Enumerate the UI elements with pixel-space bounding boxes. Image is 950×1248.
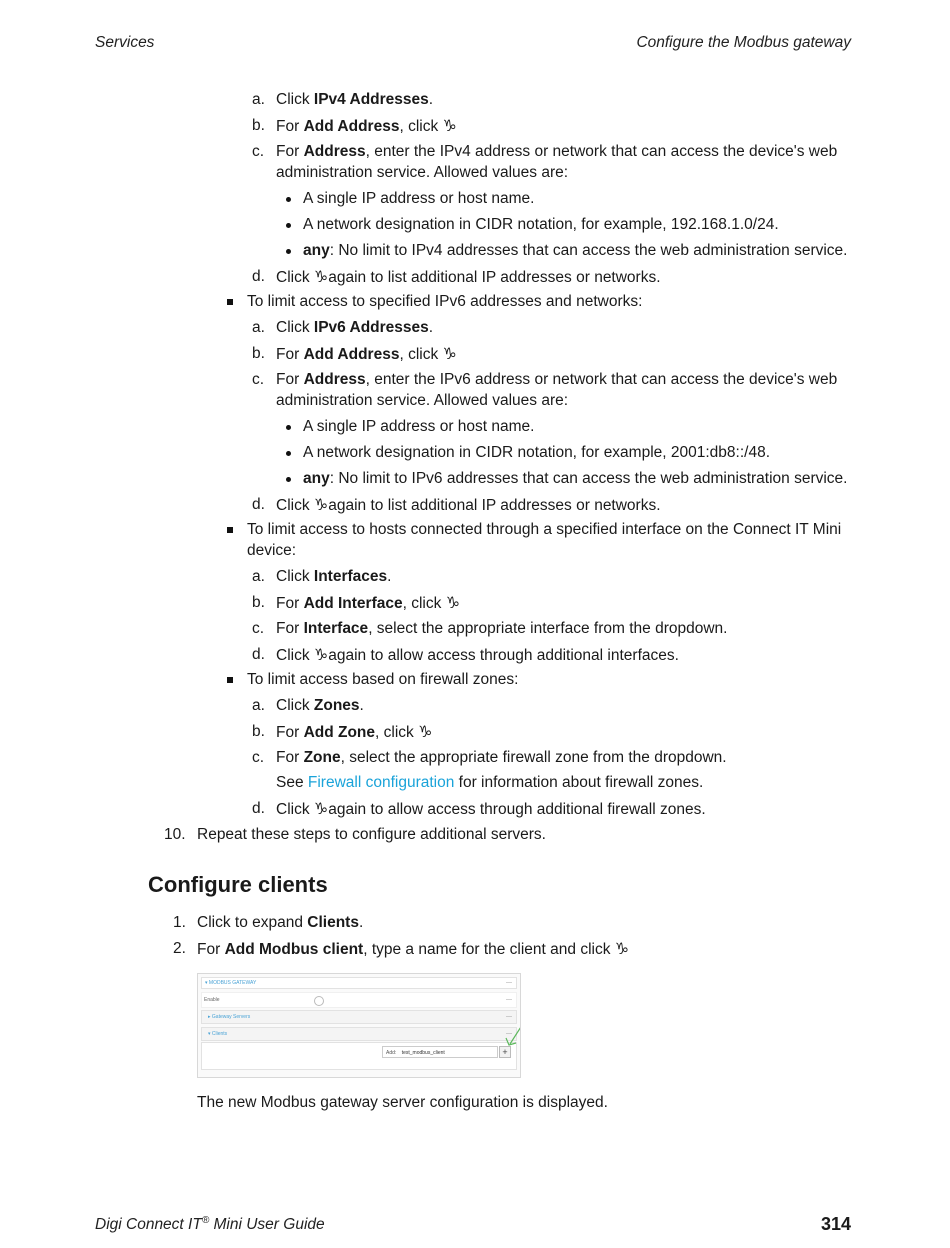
plus-icon: + — [499, 1046, 511, 1058]
bullet-item: any: No limit to IPv6 addresses that can access the web administration service. — [303, 470, 848, 487]
list-marker: b. — [252, 117, 265, 134]
bullet-item: A network designation in CIDR notation, for example, 2001:db8::/48. — [303, 444, 771, 461]
list-item: To limit access to specified IPv6 addresses and networks: — [247, 293, 643, 310]
bullet-icon — [286, 197, 291, 202]
list-marker: b. — [252, 723, 265, 740]
add-client-input: Add: test_modbus_client — [382, 1046, 498, 1058]
step-number: 2. — [173, 940, 186, 957]
list-marker: c. — [252, 371, 265, 388]
ui-term: Zones — [313, 697, 360, 714]
ui-term: Add Modbus client — [224, 941, 364, 958]
section-heading: Configure clients — [148, 872, 328, 897]
list-item: For Interface, select the appropriate interface from the dropdown. — [276, 620, 728, 637]
running-header-topic: Configure the Modbus gateway — [636, 34, 851, 51]
list-marker: d. — [252, 268, 265, 285]
list-item-continuation: device: — [247, 542, 297, 559]
list-item: Click ♑again to list additional IP addresses or networks. — [276, 267, 661, 286]
ui-term: Zone — [303, 749, 341, 766]
list-item: For Add Interface, click ♑ — [276, 593, 461, 612]
list-item: For Add Address, click ♑ — [276, 116, 457, 135]
result-text: The new Modbus gateway server configuration is displayed. — [197, 1094, 608, 1111]
bullet-icon — [286, 425, 291, 430]
enable-row: Enable — — [201, 992, 517, 1008]
add-icon: ♑ — [313, 267, 329, 286]
ui-term: Interfaces — [313, 568, 388, 585]
running-header-section: Services — [95, 34, 155, 51]
bullet-icon — [286, 477, 291, 482]
bullet-icon — [286, 223, 291, 228]
list-item: Click ♑again to allow access through additional firewall zones. — [276, 799, 706, 818]
step-number: 10. — [164, 826, 186, 843]
list-item: To limit access based on firewall zones: — [247, 671, 519, 688]
ui-term: Address — [303, 371, 366, 388]
see-also-note: See Firewall configuration for information about firewall zones. — [276, 774, 704, 791]
ui-term: Clients — [307, 914, 359, 931]
add-icon: ♑ — [442, 344, 457, 363]
add-icon: ♑ — [313, 495, 329, 514]
list-item: Click Interfaces. — [276, 568, 392, 585]
bullet-icon — [286, 249, 291, 254]
gateway-servers-row: ▸ Gateway Servers — — [201, 1010, 517, 1024]
list-marker: a. — [252, 319, 265, 336]
firewall-configuration-link[interactable]: Firewall configuration — [307, 774, 455, 791]
list-item: Click ♑again to list additional IP addresses or networks. — [276, 495, 661, 514]
add-icon: ♑ — [614, 939, 630, 958]
step-number: 1. — [173, 914, 186, 931]
clients-row: ▾ Clients — — [201, 1027, 517, 1041]
bullet-icon — [286, 451, 291, 456]
list-marker: c. — [252, 143, 265, 160]
list-item: For Address, enter the IPv6 address or network that can access the device's web — [276, 371, 838, 388]
square-bullet-icon — [227, 299, 233, 305]
list-item-continuation: administration service. Allowed values are: — [276, 164, 569, 181]
ui-term: Interface — [303, 620, 369, 637]
bullet-item: A single IP address or host name. — [303, 418, 535, 435]
step-text: Repeat these steps to configure additional servers. — [197, 826, 546, 843]
list-marker: c. — [252, 620, 265, 637]
list-item: To limit access to hosts connected through a specified interface on the Connect IT Mini — [247, 521, 842, 538]
modbus-gateway-panel-header: ▾ MODBUS GATEWAY — — [201, 977, 517, 989]
bullet-item: any: No limit to IPv4 addresses that can access the web administration service. — [303, 242, 848, 259]
list-item: Click Zones. — [276, 697, 364, 714]
ui-term: IPv6 Addresses — [313, 319, 429, 336]
ui-term: Address — [303, 143, 366, 160]
bullet-item: A network designation in CIDR notation, for example, 192.168.1.0/24. — [303, 216, 779, 233]
list-marker: c. — [252, 749, 265, 766]
square-bullet-icon — [227, 527, 233, 533]
list-item: Click IPv4 Addresses. — [276, 91, 434, 108]
list-marker: a. — [252, 91, 265, 108]
ui-term: Add Address — [303, 346, 400, 363]
square-bullet-icon — [227, 677, 233, 683]
arrow-icon — [198, 974, 520, 1077]
list-marker: d. — [252, 800, 265, 817]
list-marker: a. — [252, 697, 265, 714]
list-marker: b. — [252, 594, 265, 611]
modbus-clients-screenshot — [197, 973, 521, 1078]
add-icon: ♑ — [418, 722, 433, 741]
page-number: 314 — [820, 1214, 851, 1234]
list-marker: a. — [252, 568, 265, 585]
list-marker: b. — [252, 345, 265, 362]
list-item-continuation: administration service. Allowed values are: — [276, 392, 569, 409]
list-item: Click IPv6 Addresses. — [276, 319, 434, 336]
add-icon: ♑ — [445, 593, 461, 612]
bullet-item: A single IP address or host name. — [303, 190, 535, 207]
list-item: Click ♑again to allow access through additional interfaces. — [276, 645, 679, 664]
add-icon: ♑ — [313, 799, 329, 818]
list-item: For Address, enter the IPv4 address or network that can access the device's web — [276, 143, 838, 160]
ui-term: Add Zone — [303, 724, 376, 741]
list-item: For Zone, select the appropriate firewall zone from the dropdown. — [276, 749, 727, 766]
add-icon: ♑ — [442, 116, 457, 135]
step-text: For Add Modbus client, type a name for the client and click ♑ — [197, 939, 630, 958]
ui-term: Add Interface — [303, 595, 403, 612]
step-text: Click to expand Clients. — [197, 914, 364, 931]
running-footer-guide: Digi Connect IT® Mini User Guide — [95, 1215, 325, 1234]
list-item: For Add Zone, click ♑ — [276, 722, 433, 741]
list-marker: d. — [252, 646, 265, 663]
ui-term: Add Address — [303, 118, 400, 135]
list-marker: d. — [252, 496, 265, 513]
add-icon: ♑ — [313, 645, 329, 664]
list-item: For Add Address, click ♑ — [276, 344, 457, 363]
ui-term: IPv4 Addresses — [313, 91, 429, 108]
